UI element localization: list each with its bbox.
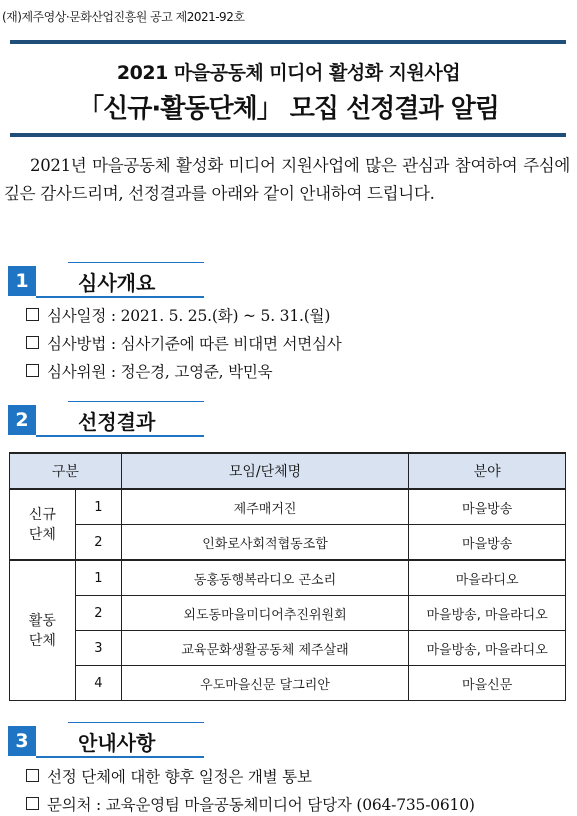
table-row [10, 596, 566, 631]
table-row [10, 489, 566, 525]
row-number: 2 [75, 525, 121, 561]
row-number: 1 [75, 560, 121, 596]
contact-item [26, 793, 475, 815]
group-name: 우도마을신문 달그리안 [121, 666, 408, 701]
row-number: 2 [75, 596, 121, 631]
intro-paragraph: 2021년 마을공동체 활성화 미디어 지원사업에 많은 관심과 참여하여 주심에 깊은 감사드리며, 선정결과를 아래와 같이 안내하여 드립니다. [4, 156, 570, 203]
page-title-line1: 2021 마을공동체 미디어 활성화 지원사업 [116, 62, 461, 84]
group-name: 동홍동행복라디오 곤소리 [121, 560, 408, 596]
section-rule [36, 756, 204, 758]
section-title: 심사개요 [78, 271, 156, 295]
item-text: 심사위원 : 정은경, 고영준, 박민욱 [47, 363, 273, 381]
group-field: 마을방송, 마을라디오 [409, 596, 566, 631]
column-header-name: 모임/단체명 [121, 453, 408, 489]
review-committee-item [26, 360, 272, 382]
checkbox-square-icon [26, 336, 39, 349]
notice-schedule-item [26, 765, 312, 787]
title-bottom-rule [10, 133, 566, 137]
row-number: 1 [75, 489, 121, 525]
group-field: 마을방송 [409, 525, 566, 561]
selection-results-table [9, 452, 566, 701]
group-field: 마을방송 [409, 489, 566, 525]
group-name: 외도동마을미디어추진위원회 [121, 596, 408, 631]
section-title: 안내사항 [78, 731, 156, 755]
table-row [10, 525, 566, 561]
section-rule-top [68, 722, 204, 723]
section-title: 선정결과 [78, 410, 156, 434]
item-text: 심사일정 : 2021. 5. 25.(화) ~ 5. 31.(월) [47, 307, 331, 325]
title-top-rule [10, 40, 566, 44]
row-number: 3 [75, 631, 121, 666]
section-rule [36, 296, 204, 298]
column-header-field: 분야 [409, 453, 566, 489]
section-rule-top [68, 401, 204, 402]
notice-number: (재)제주영상·문화산업진흥원 공고 제2021-92호 [2, 10, 245, 24]
review-schedule-item [26, 304, 330, 326]
section-rule-top [68, 262, 204, 263]
table-row [10, 560, 566, 596]
checkbox-square-icon [26, 364, 39, 377]
page-title-line2: 「신규·활동단체」 모집 선정결과 알림 [78, 94, 499, 124]
group-field: 마을라디오 [409, 560, 566, 596]
section-rule [36, 435, 204, 437]
column-header-category: 구분 [10, 453, 122, 489]
item-text: 선정 단체에 대한 향후 일정은 개별 통보 [47, 768, 312, 786]
group-name: 인화로사회적협동조합 [121, 525, 408, 561]
item-text: 심사방법 : 심사기준에 따른 비대면 서면심사 [47, 335, 342, 353]
review-method-item [26, 332, 342, 354]
item-text: 문의처 : 교육운영팀 마을공동체미디어 담당자 (064-735-0610) [47, 796, 475, 814]
table-header-row [10, 453, 566, 489]
table-row [10, 666, 566, 701]
row-number: 4 [75, 666, 121, 701]
group-name: 제주매거진 [121, 489, 408, 525]
checkbox-square-icon [26, 769, 39, 782]
checkbox-square-icon [26, 308, 39, 321]
checkbox-square-icon [26, 797, 39, 810]
group-name: 교육문화생활공동체 제주살래 [121, 631, 408, 666]
group-field: 마을신문 [409, 666, 566, 701]
group-label-new: 신규 단체 [10, 489, 76, 560]
section-number-badge: 1 [8, 266, 36, 296]
table-row [10, 631, 566, 666]
group-field: 마을방송, 마을라디오 [409, 631, 566, 666]
section-number-badge: 2 [8, 405, 36, 435]
group-label-active: 활동 단체 [10, 560, 76, 701]
section-number-badge: 3 [8, 726, 36, 756]
